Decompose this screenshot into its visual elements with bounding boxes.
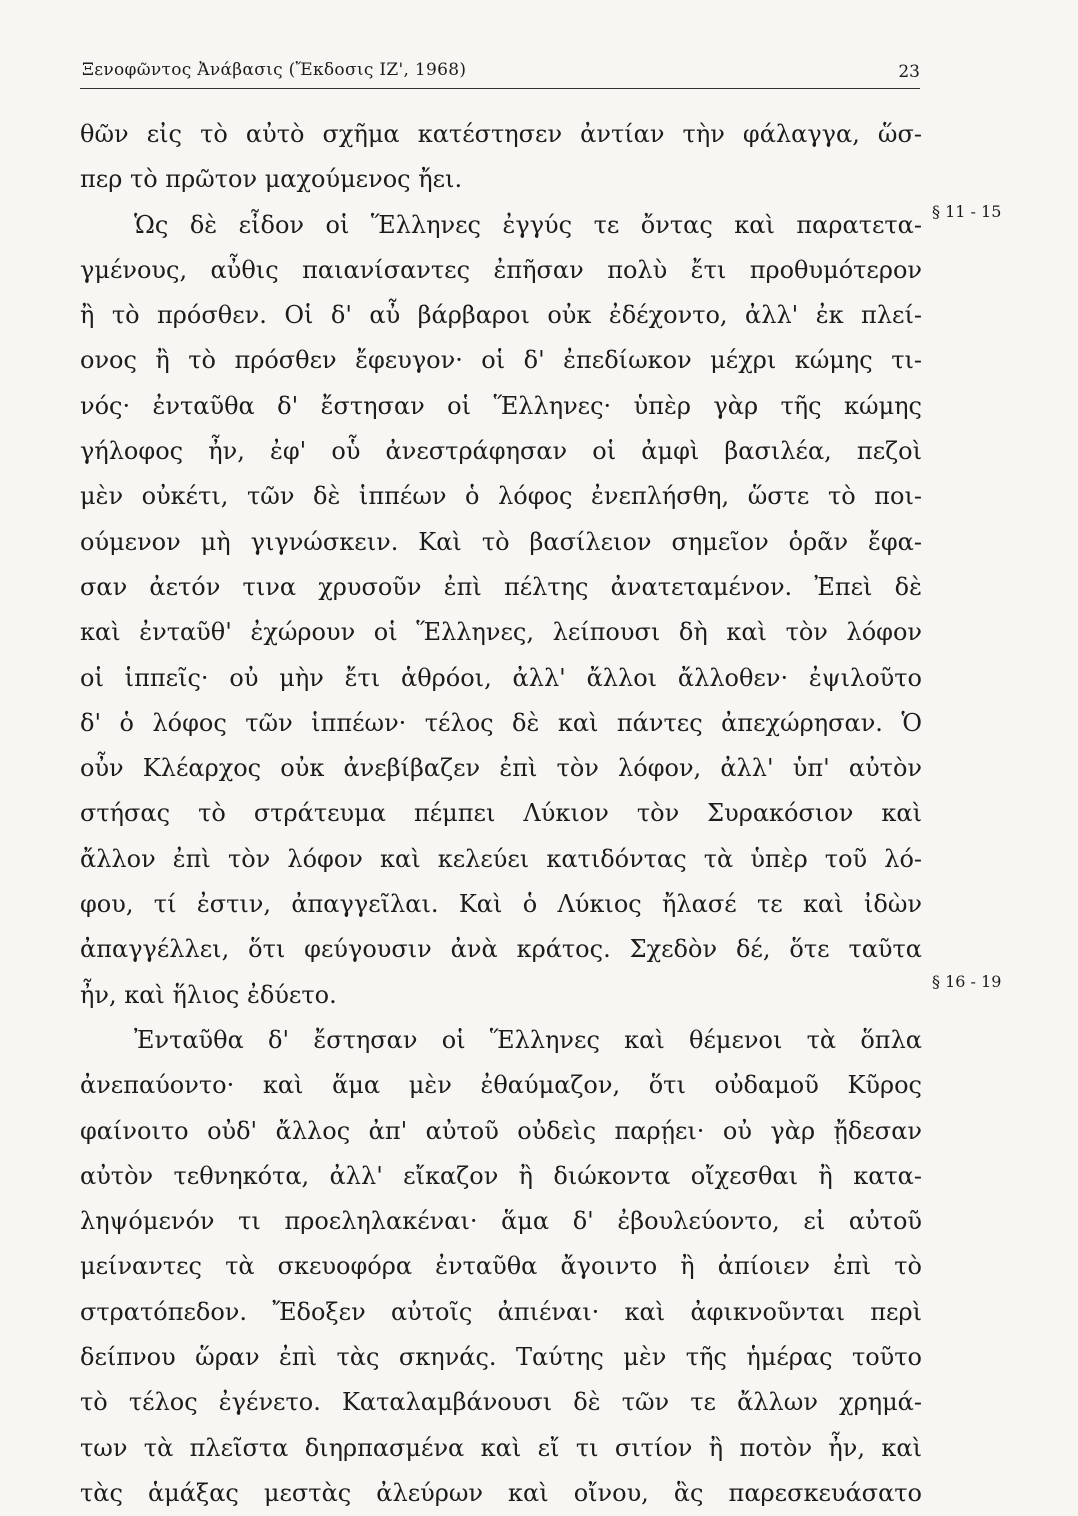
page-number: 23 [898, 62, 920, 82]
text-line: τὰς ἁμάξας μεστὰς ἀλεύρων καὶ οἴνου, ἃς παρεσκευάσατο [80, 1478, 922, 1507]
text-line: μὲν οὐκέτι, τῶν δὲ ἱππέων ὁ λόφος ἐνεπλήσθη, ὥστε τὸ ποι- [80, 482, 922, 511]
text-line: φαίνοιτο οὐδ' ἄλλος ἀπ' αὐτοῦ οὐδεὶς παρῄει· οὐ γὰρ ᾔδεσαν [80, 1116, 922, 1145]
text-line: ἄλλον ἐπὶ τὸν λόφον καὶ κελεύει κατιδόντας τὰ ὑπὲρ τοῦ λό- [80, 844, 922, 873]
text-line: ληψόμενόν τι προεληλακέναι· ἅμα δ' ἐβουλεύοντο, εἰ αὐτοῦ [80, 1207, 922, 1236]
text-line: οὖν Κλέαρχος οὐκ ἀνεβίβαζεν ἐπὶ τὸν λόφον, ἀλλ' ὑπ' αὐτὸν [80, 754, 922, 783]
text-line: θῶν εἰς τὸ αὐτὸ σχῆμα κατέστησεν ἀντίαν τὴν φάλαγγα, ὥσ- [80, 120, 922, 148]
text-line: αὐτὸν τεθνηκότα, ἀλλ' εἴκαζον ἢ διώκοντα οἴχεσθαι ἢ κατα- [80, 1161, 922, 1190]
body-text [80, 112, 922, 1516]
running-title: Ξενοφῶντος Ἀνάβασις (Ἔκδοσις ΙΖ', 1968) [82, 60, 467, 80]
text-line: φου, τί ἐστιν, ἀπαγγεῖλαι. Καὶ ὁ Λύκιος ἤλασέ τε καὶ ἰδὼν [80, 890, 922, 919]
text-line: των τὰ πλεῖστα διηρπασμένα καὶ εἴ τι σιτίον ἢ ποτὸν ἦν, καὶ [80, 1433, 922, 1462]
running-header [80, 58, 920, 89]
margin-section-note: § 16 - 19 [932, 972, 1002, 991]
text-line: Ἐνταῦθα δ' ἔστησαν οἱ Ἕλληνες καὶ θέμενοι τὰ ὅπλα [134, 1025, 922, 1054]
text-line: ἀπαγγέλλει, ὅτι φεύγουσιν ἀνὰ κράτος. Σχεδὸν δέ, ὅτε ταῦτα [80, 935, 922, 964]
text-line: μείναντες τὰ σκευοφόρα ἐνταῦθα ἄγοιντο ἢ ἀπίοιεν ἐπὶ τὸ [80, 1252, 922, 1281]
text-line: νός· ἐνταῦθα δ' ἔστησαν οἱ Ἕλληνες· ὑπὲρ γὰρ τῆς κώμης [80, 391, 922, 420]
text-line: ἀνεπαύοντο· καὶ ἅμα μὲν ἐθαύμαζον, ὅτι οὐδαμοῦ Κῦρος [80, 1071, 922, 1100]
text-line: ονος ἢ τὸ πρόσθεν ἔφευγον· οἱ δ' ἐπεδίωκον μέχρι κώμης τι- [80, 346, 922, 375]
text-line: στρατόπεδον. Ἔδοξεν αὐτοῖς ἀπιέναι· καὶ ἀφικνοῦνται περὶ [80, 1297, 922, 1326]
text-line: τὸ τέλος ἐγένετο. Καταλαμβάνουσι δὲ τῶν τε ἄλλων χρημά- [80, 1388, 922, 1417]
text-line: δείπνου ὥραν ἐπὶ τὰς σκηνάς. Ταύτης μὲν τῆς ἡμέρας τοῦτο [80, 1343, 922, 1372]
text-line: σαν ἀετόν τινα χρυσοῦν ἐπὶ πέλτης ἀνατεταμένον. Ἐπεὶ δὲ [80, 572, 922, 601]
text-line: ἢ τὸ πρόσθεν. Οἱ δ' αὖ βάρβαροι οὐκ ἐδέχοντο, ἀλλ' ἐκ πλεί- [80, 301, 922, 330]
text-line: γμένους, αὖθις παιανίσαντες ἐπῆσαν πολὺ ἔτι προθυμότερον [80, 255, 922, 284]
margin-section-note: § 11 - 15 [932, 202, 1002, 221]
text-line: οἱ ἱππεῖς· οὐ μὴν ἔτι ἁθρόοι, ἀλλ' ἄλλοι ἄλλοθεν· ἐψιλοῦτο [80, 663, 922, 692]
text-line: Ὡς δὲ εἶδον οἱ Ἕλληνες ἐγγύς τε ὄντας καὶ παρατετα- [134, 210, 922, 239]
text-line: ούμενον μὴ γιγνώσκειν. Καὶ τὸ βασίλειον σημεῖον ὁρᾶν ἔφα- [80, 527, 922, 556]
text-line: ἦν, καὶ ἥλιος ἐδύετο. [80, 980, 337, 1009]
text-line: δ' ὁ λόφος τῶν ἱππέων· τέλος δὲ καὶ πάντες ἀπεχώρησαν. Ὁ [80, 708, 922, 737]
text-line: καὶ ἐνταῦθ' ἐχώρουν οἱ Ἕλληνες, λείπουσι δὴ καὶ τὸν λόφον [80, 618, 922, 647]
text-line: γήλοφος ἦν, ἐφ' οὗ ἀνεστράφησαν οἱ ἀμφὶ βασιλέα, πεζοὶ [80, 437, 922, 466]
text-line: περ τὸ πρῶτον μαχούμενος ἤει. [80, 165, 463, 194]
text-line: στήσας τὸ στράτευμα πέμπει Λύκιον τὸν Συρακόσιον καὶ [80, 799, 922, 828]
